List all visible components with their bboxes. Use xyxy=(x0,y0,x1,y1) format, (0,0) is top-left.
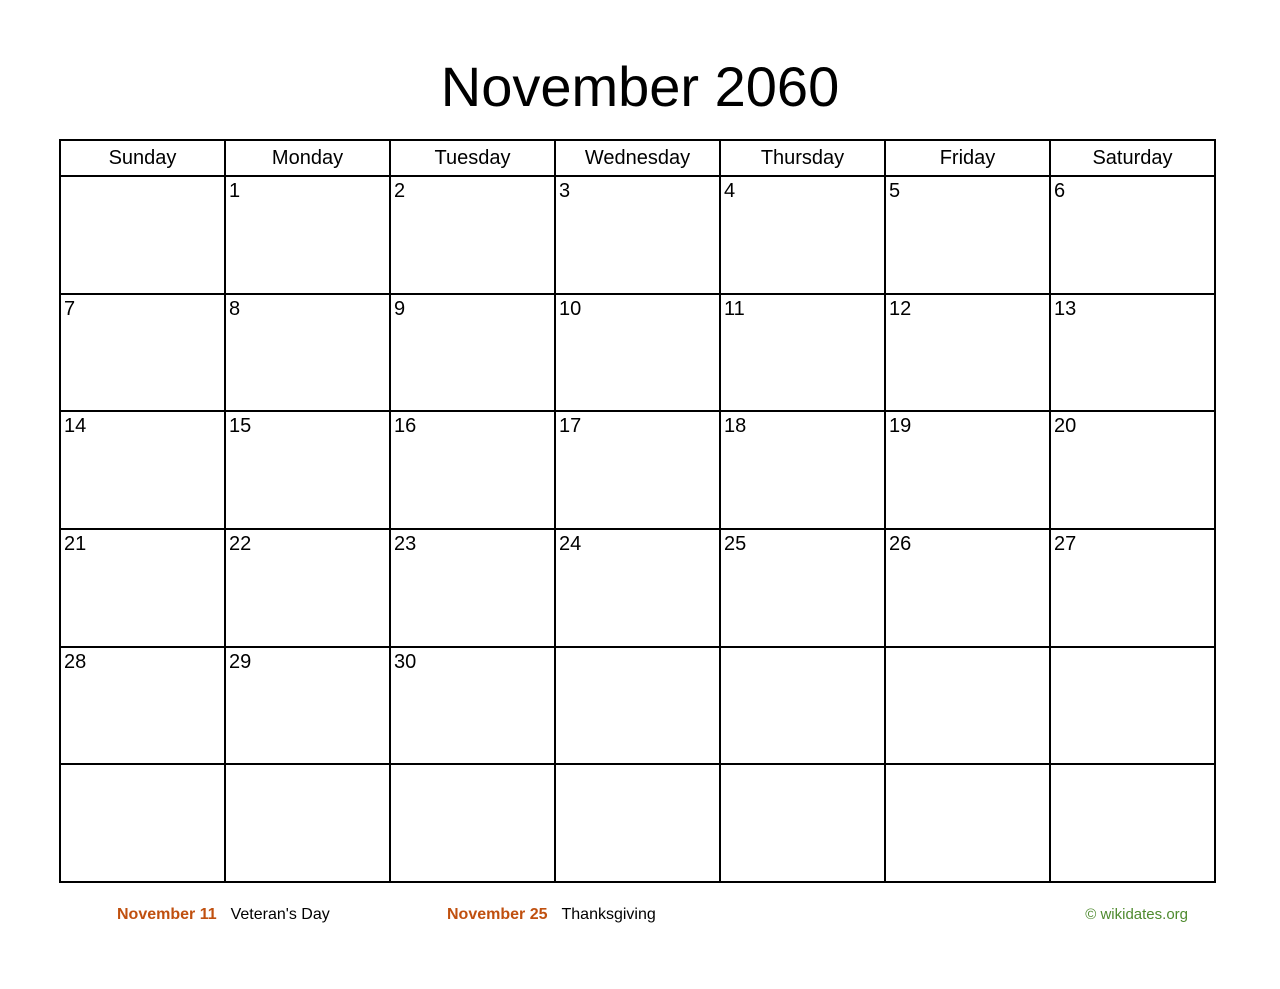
day-number xyxy=(721,765,884,767)
day-cell xyxy=(1050,764,1215,882)
weekday-header: Sunday xyxy=(60,140,225,176)
day-number: 22 xyxy=(229,532,252,555)
week-row xyxy=(60,411,1215,529)
day-number xyxy=(886,765,1049,767)
day-cell xyxy=(885,647,1050,765)
day-cell xyxy=(720,176,885,294)
day-cell xyxy=(60,411,225,529)
footer xyxy=(0,903,1280,927)
holiday-entry xyxy=(117,903,330,927)
calendar-grid xyxy=(59,139,1216,883)
day-number: 7 xyxy=(64,297,76,320)
day-cell xyxy=(60,176,225,294)
day-number: 24 xyxy=(559,532,582,555)
week-row xyxy=(60,176,1215,294)
day-number: 13 xyxy=(1054,297,1077,320)
holiday-entry xyxy=(447,903,656,927)
day-cell xyxy=(1050,294,1215,412)
day-cell xyxy=(60,529,225,647)
day-number xyxy=(556,765,719,767)
day-number: 28 xyxy=(64,650,87,673)
day-number: 27 xyxy=(1054,532,1077,555)
day-cell xyxy=(390,764,555,882)
holiday-date: November 11 xyxy=(117,906,217,923)
day-cell xyxy=(720,294,885,412)
weekday-header: Thursday xyxy=(720,140,885,176)
day-cell xyxy=(885,411,1050,529)
weekday-header-row xyxy=(60,140,1215,176)
day-number: 11 xyxy=(724,297,745,320)
day-number: 8 xyxy=(229,297,241,320)
day-cell xyxy=(60,294,225,412)
calendar-title: November 2060 xyxy=(440,55,840,118)
week-row xyxy=(60,647,1215,765)
day-cell xyxy=(225,529,390,647)
day-number: 4 xyxy=(724,180,736,202)
day-number: 16 xyxy=(394,415,417,438)
day-cell xyxy=(1050,176,1215,294)
holiday-name: Veteran's Day xyxy=(230,906,330,923)
day-number: 9 xyxy=(394,297,406,320)
day-cell xyxy=(555,411,720,529)
day-cell xyxy=(225,764,390,882)
day-number: 17 xyxy=(559,415,582,438)
holiday-name: Thanksgiving xyxy=(561,906,656,923)
day-number: 6 xyxy=(1054,180,1066,202)
weekday-header: Saturday xyxy=(1050,140,1215,176)
day-number xyxy=(1051,765,1214,767)
day-number: 12 xyxy=(889,297,912,320)
day-cell xyxy=(885,294,1050,412)
weekday-header: Friday xyxy=(885,140,1050,176)
day-number: 20 xyxy=(1054,415,1077,438)
weekday-header: Wednesday xyxy=(555,140,720,176)
day-number xyxy=(391,765,554,767)
day-number: 30 xyxy=(394,650,417,673)
day-cell xyxy=(720,411,885,529)
day-number: 10 xyxy=(559,297,582,320)
day-cell xyxy=(885,529,1050,647)
day-number: 19 xyxy=(889,415,912,438)
day-cell xyxy=(555,294,720,412)
day-number: 23 xyxy=(394,532,417,555)
day-number xyxy=(721,648,884,650)
day-cell xyxy=(225,176,390,294)
day-cell xyxy=(60,647,225,765)
day-cell xyxy=(1050,647,1215,765)
day-cell xyxy=(720,647,885,765)
day-number xyxy=(226,765,389,767)
day-number: 25 xyxy=(724,532,747,555)
copyright-symbol: © xyxy=(1085,906,1097,923)
day-number xyxy=(61,765,224,767)
day-cell xyxy=(1050,529,1215,647)
week-row xyxy=(60,764,1215,882)
day-cell xyxy=(390,176,555,294)
holiday-date: November 25 xyxy=(447,906,548,923)
day-number: 18 xyxy=(724,415,747,438)
day-number: 2 xyxy=(394,180,406,202)
day-number: 14 xyxy=(64,415,87,438)
day-cell xyxy=(225,647,390,765)
day-number: 1 xyxy=(229,180,241,202)
week-row xyxy=(60,294,1215,412)
day-cell xyxy=(390,411,555,529)
day-number xyxy=(556,648,719,650)
credit xyxy=(1085,903,1188,927)
day-cell xyxy=(555,647,720,765)
day-cell xyxy=(60,764,225,882)
day-cell xyxy=(555,764,720,882)
day-cell xyxy=(720,764,885,882)
credit-text[interactable]: wikidates.org xyxy=(1100,906,1188,923)
day-number: 3 xyxy=(559,180,571,202)
weekday-header: Monday xyxy=(225,140,390,176)
day-number: 5 xyxy=(889,180,901,202)
day-cell xyxy=(885,764,1050,882)
week-row xyxy=(60,529,1215,647)
day-number: 29 xyxy=(229,650,252,673)
day-cell xyxy=(885,176,1050,294)
day-number: 21 xyxy=(64,532,87,555)
day-cell xyxy=(390,647,555,765)
day-cell xyxy=(555,176,720,294)
day-cell xyxy=(1050,411,1215,529)
day-number: 26 xyxy=(889,532,912,555)
day-number xyxy=(61,177,224,179)
day-number xyxy=(886,648,1049,650)
day-number xyxy=(1051,648,1214,650)
day-cell xyxy=(225,411,390,529)
weekday-header: Tuesday xyxy=(390,140,555,176)
day-number: 15 xyxy=(229,415,252,438)
day-cell xyxy=(555,529,720,647)
day-cell xyxy=(390,529,555,647)
day-cell xyxy=(225,294,390,412)
day-cell xyxy=(390,294,555,412)
day-cell xyxy=(720,529,885,647)
